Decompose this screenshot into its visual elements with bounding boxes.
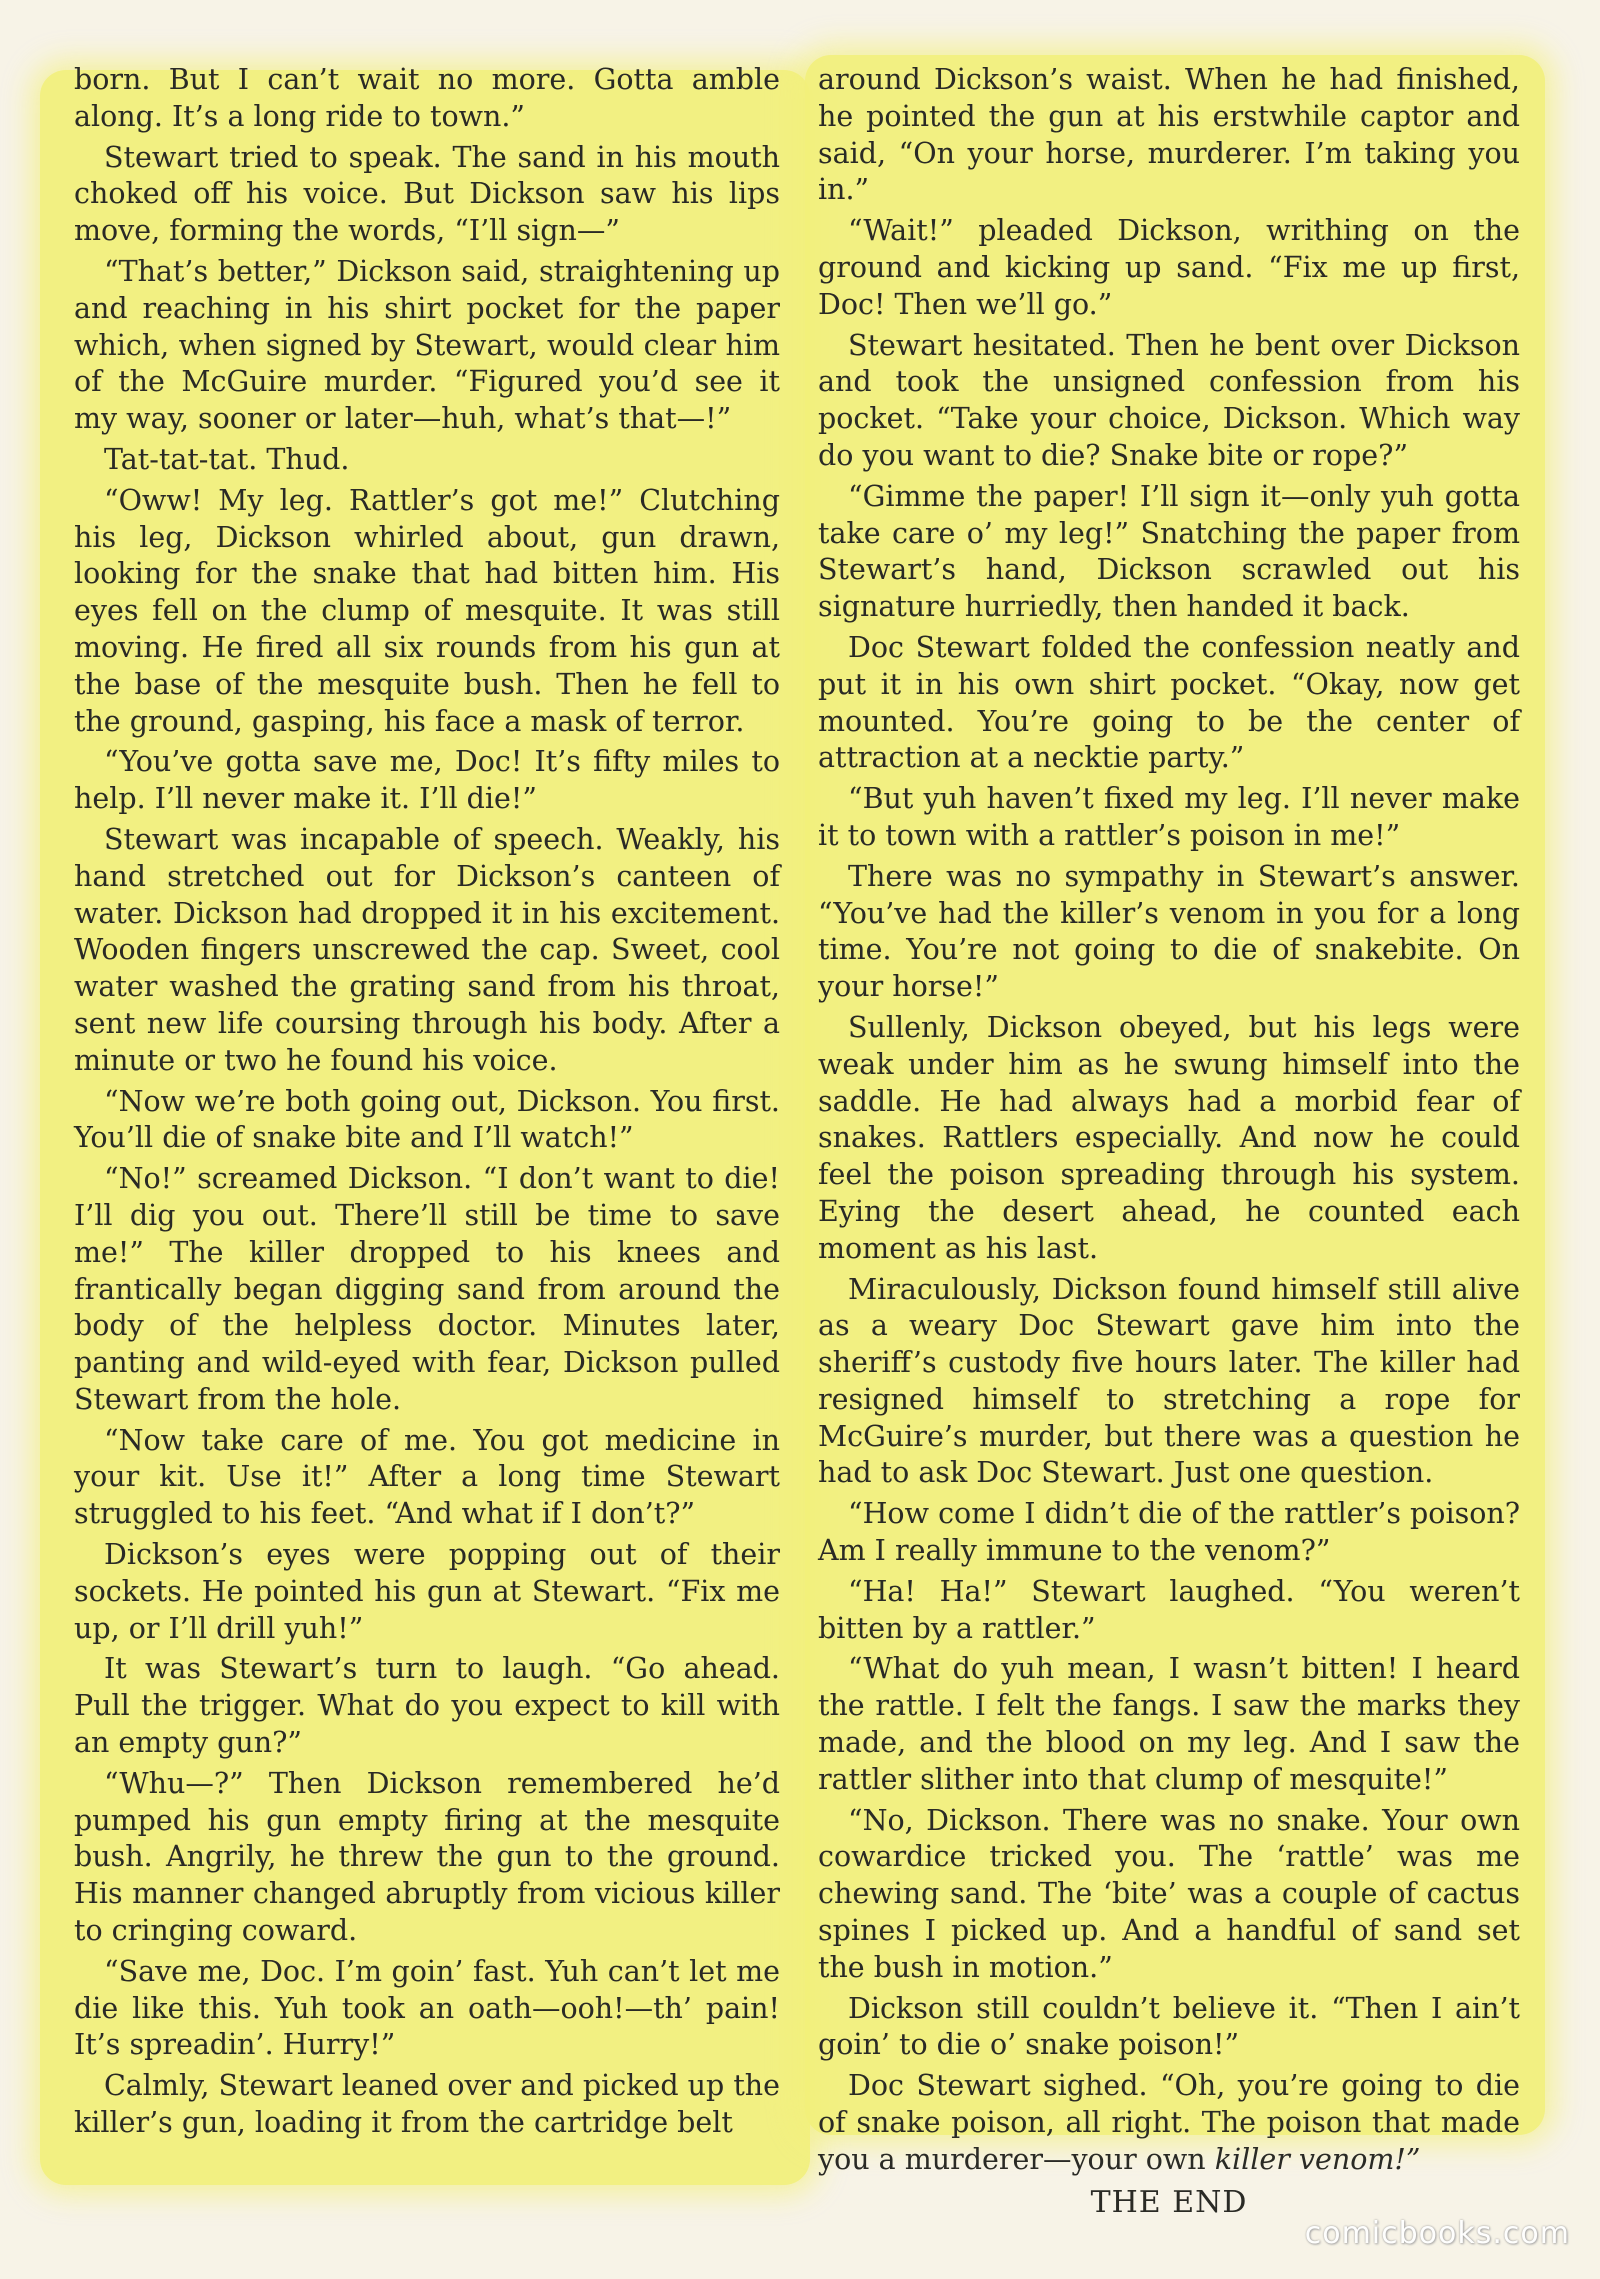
paragraph-text: Doc Stewart folded the confession neatly and put it in his own shirt pocket. “Okay, now get mounted. You’re going to be the center of attraction at a necktie party.”: [818, 630, 1520, 775]
paragraph-text: “Now take care of me. You got medicine in your kit. Use it!” After a long time Stewart struggled to his feet. “And what if I don’t?”: [74, 1423, 780, 1531]
paragraph-text: “Whu—?” Then Dickson remembered he’d pumped his gun empty firing at the mesquite bush. Angrily, he threw the gun to the ground. His manner changed abruptly from vicious killer to cringing coward.: [74, 1766, 780, 1948]
story-paragraph: [74, 442, 780, 479]
story-paragraph: [818, 1991, 1520, 2065]
story-paragraph: [818, 1272, 1520, 1493]
paragraph-text: Stewart was incapable of speech. Weakly, his hand stretched out for Dickson’s canteen of water. Dickson had dropped it in his excitement. Wooden fingers unscrewed the cap. Sweet, cool water washed the grating sand from his throat, sent new life coursing through his body. After a minute or two he found his voice.: [74, 822, 780, 1077]
story-paragraph: [74, 1651, 780, 1761]
paragraph-text: around Dickson’s waist. When he had finished, he pointed the gun at his erstwhile captor and said, “On your horse, murderer. I’m taking you in.”: [818, 63, 1520, 207]
story-paragraph: [74, 1537, 780, 1647]
paragraph-text: “No!” screamed Dickson. “I don’t want to die! I’ll dig you out. There’ll still be time to save me!” The killer dropped to his knees and frantically began digging sand from around the body of the helpless doctor. Minutes later, panting and wild-eyed with fear, Dickson pulled Stewart from the hole.: [74, 1162, 780, 1416]
paragraph-text: “Oww! My leg. Rattler’s got me!” Clutching his leg, Dickson whirled about, gun drawn, looking for the snake that had bitten him. His eyes fell on the clump of mesquite. It was still moving. He fired all six rounds from his gun at the base of the mesquite bush. Then he fell to the ground, gasping, his face a mask of terror.: [74, 483, 780, 738]
paragraph-text: “Now we’re both going out, Dickson. You first. You’ll die of snake bite and I’ll watch!”: [74, 1084, 780, 1155]
story-paragraph: [818, 1496, 1520, 1570]
paragraph-text: “You’ve gotta save me, Doc! It’s fifty miles to help. I’ll never make it. I’ll die!”: [74, 745, 780, 816]
right-text-column: [818, 62, 1520, 2221]
paragraph-text: Doc Stewart sighed. “Oh, you’re going to die of snake poison, all right. The poison that made you a murderer—your own: [818, 2069, 1520, 2176]
story-paragraph: [74, 1161, 780, 1419]
paragraph-text: It was Stewart’s turn to laugh. “Go ahead. Pull the trigger. What do you expect to kill with an empty gun?”: [74, 1652, 780, 1760]
story-paragraph: [818, 62, 1520, 209]
paragraph-text: “Wait!” pleaded Dickson, writhing on the ground and kicking up sand. “Fix me up first, Doc! Then we’ll go.”: [818, 214, 1520, 321]
story-paragraph: [74, 1954, 780, 2064]
story-paragraph: [818, 859, 1520, 1006]
paragraph-text: “What do yuh mean, I wasn’t bitten! I heard the rattle. I felt the fangs. I saw the marks they made, and the blood on my leg. And I saw the rattler slither into that clump of mesquite!”: [818, 1652, 1520, 1796]
story-paragraph: [818, 1651, 1520, 1798]
paragraph-text: “Ha! Ha!” Stewart laughed. “You weren’t bitten by a rattler.”: [818, 1574, 1520, 1645]
left-text-column: [74, 62, 780, 2146]
paragraph-text: “Gimme the paper! I’ll sign it—only yuh gotta take care o’ my leg!” Snatching the paper from Stewart’s hand, Dickson scrawled out his signature hurriedly, then handed it back.: [818, 479, 1520, 624]
story-paragraph: [74, 1766, 780, 1950]
story-paragraph: [74, 1084, 780, 1158]
story-paragraph: [818, 328, 1520, 475]
paragraph-text: There was no sympathy in Stewart’s answer. “You’ve had the killer’s venom in you for a long time. You’re not going to die of snakebite. On your horse!”: [818, 859, 1520, 1004]
story-paragraph: [74, 2068, 780, 2142]
story-paragraph: [74, 483, 780, 741]
story-paragraph: [74, 254, 780, 438]
story-paragraph: [818, 213, 1520, 323]
story-paragraph: [818, 781, 1520, 855]
story-paragraph: [74, 822, 780, 1080]
story-paragraph: [74, 744, 780, 818]
paragraph-text: “No, Dickson. There was no snake. Your own cowardice tricked you. The ‘rattle’ was me chewing sand. The ‘bite’ was a couple of cactus spines I picked up. And a handful of sand set the bush in motion.”: [818, 1803, 1520, 1984]
paragraph-text: born. But I can’t wait no more. Gotta amble along. It’s a long ride to town.”: [74, 63, 780, 133]
story-paragraph: [74, 1423, 780, 1533]
paragraph-text: Tat-tat-tat. Thud.: [104, 442, 350, 476]
story-paragraph: [818, 2068, 1520, 2178]
paragraph-text: “Save me, Doc. I’m goin’ fast. Yuh can’t let me die like this. Yuh took an oath—ooh!—th’ pain! It’s spreadin’. Hurry!”: [74, 1954, 780, 2062]
story-paragraph: [74, 140, 780, 250]
site-watermark: comicbooks.com: [1304, 2216, 1570, 2251]
paragraph-text: Stewart tried to speak. The sand in his mouth choked off his voice. But Dickson saw his lips move, forming the words, “I’ll sign—”: [74, 140, 780, 248]
story-paragraph: [818, 1803, 1520, 1987]
story-paragraph: [818, 630, 1520, 777]
paragraph-italic-text: killer venom!”: [1214, 2142, 1421, 2176]
story-paragraph: [818, 479, 1520, 626]
paragraph-text: “How come I didn’t die of the rattler’s poison? Am I really immune to the venom?”: [818, 1497, 1520, 1568]
paragraph-text: Dickson still couldn’t believe it. “Then I ain’t goin’ to die o’ snake poison!”: [818, 1991, 1520, 2062]
paragraph-text: Stewart hesitated. Then he bent over Dickson and took the unsigned confession from his pocket. “Take your choice, Dickson. Which way do you want to die? Snake bite or rope?”: [818, 328, 1520, 472]
story-paragraph: [818, 1574, 1520, 1648]
story-paragraph: [74, 62, 780, 136]
story-paragraph: [818, 1010, 1520, 1268]
paragraph-text: Miraculously, Dickson found himself still alive as a weary Doc Stewart gave him into the sheriff’s custody five hours later. The killer had resigned himself to stretching a rope for McGuire’s murder, but there was a question he had to ask Doc Stewart. Just one question.: [818, 1272, 1520, 1490]
the-end-label: THE END: [1090, 2184, 1248, 2220]
paragraph-text: “That’s better,” Dickson said, straightening up and reaching in his shirt pocket for the paper which, when signed by Stewart, would clear him of the McGuire murder. “Figured you’d see it my way, sooner or later—huh, what’s that—!”: [74, 254, 780, 436]
paragraph-text: Calmly, Stewart leaned over and picked up the killer’s gun, loading it from the cartridge belt: [74, 2069, 780, 2140]
paragraph-text: Dickson’s eyes were popping out of their sockets. He pointed his gun at Stewart. “Fix me up, or I’ll drill yuh!”: [74, 1538, 780, 1645]
paragraph-text: “But yuh haven’t fixed my leg. I’ll never make it to town with a rattler’s poison in me!”: [818, 782, 1520, 852]
paragraph-text: Sullenly, Dickson obeyed, but his legs were weak under him as he swung himself into the saddle. He had always had a morbid fear of snakes. Rattlers especially. And now he could feel the poison spreading through his system. Eying the desert ahead, he counted each moment as his last.: [818, 1010, 1520, 1265]
